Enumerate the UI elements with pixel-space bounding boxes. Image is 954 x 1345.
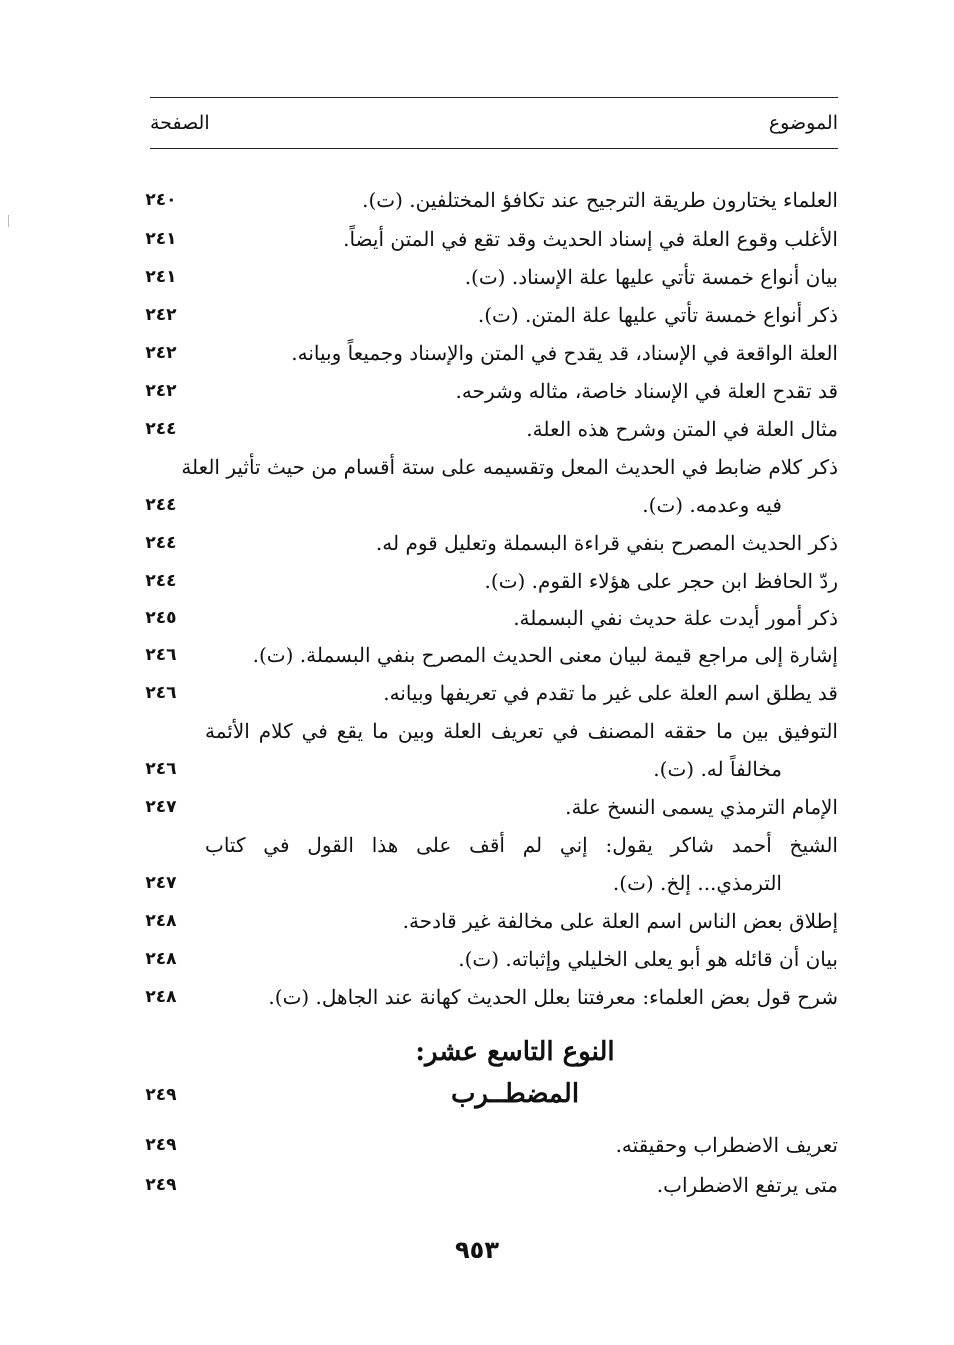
- toc-entry: قد تقدح العلة في الإسناد خاصة، مثاله وشرحه.: [455, 379, 838, 403]
- toc-entry: إطلاق بعض الناس اسم العلة على مخالفة غير قادحة.: [402, 909, 838, 933]
- toc-page-number: ٢٤٦: [145, 683, 177, 703]
- toc-page-number: ٢٤٧: [145, 797, 177, 817]
- toc-entry: العلماء يختارون طريقة الترجيح عند تكافؤ المختلفين. (ت).: [362, 188, 838, 212]
- toc-page-number: ٢٤٩: [145, 1175, 177, 1195]
- toc-page-number: ٢٤٢: [145, 381, 177, 401]
- toc-entry-line2: مخالفاً له. (ت).: [653, 757, 782, 781]
- toc-page-number: ٢٤١: [145, 267, 177, 287]
- toc-entry: ذكر أمور أيدت علة حديث نفي البسملة.: [513, 606, 838, 630]
- toc-entry-line2: الترمذي... إلخ. (ت).: [612, 871, 782, 895]
- section-title: النوع التاسع عشر:: [415, 1037, 615, 1067]
- toc-entry: مثال العلة في المتن وشرح هذه العلة.: [526, 417, 838, 441]
- toc-entry-line2: فيه وعدمه. (ت).: [642, 493, 782, 517]
- toc-page-number: ٢٤٤: [145, 533, 177, 553]
- toc-page-number: ٢٤٠: [145, 190, 177, 210]
- toc-entry: العلة الواقعة في الإسناد، قد يقدح في المتن والإسناد وجميعاً وبيانه.: [291, 341, 838, 365]
- toc-entry-line1: ذكر كلام ضابط في الحديث المعل وتقسيمه على ستة أقسام من حيث تأثير العلة: [181, 455, 838, 479]
- header-page-label: الصفحة: [150, 112, 210, 134]
- header-top-rule: [150, 97, 838, 98]
- section-page-number: ٢٤٩: [145, 1085, 177, 1105]
- toc-page-number: ٢٤٨: [145, 911, 177, 931]
- toc-page-number: ٢٤٩: [145, 1135, 177, 1155]
- toc-page-number: ٢٤٤: [145, 495, 177, 515]
- toc-entry: متى يرتفع الاضطراب.: [656, 1173, 838, 1197]
- toc-page-number: ٢٤٦: [145, 645, 177, 665]
- toc-entry: إشارة إلى مراجع قيمة لبيان معنى الحديث المصرح بنفي البسملة. (ت).: [252, 643, 838, 667]
- toc-page-number: ٢٤٤: [145, 419, 177, 439]
- toc-entry: الأغلب وقوع العلة في إسناد الحديث وقد تقع في المتن أيضاً.: [343, 227, 838, 251]
- folio-page-number: ٩٥٣: [455, 1236, 499, 1264]
- margin-mark: [8, 215, 9, 227]
- toc-entry: ردّ الحافظ ابن حجر على هؤلاء القوم. (ت).: [484, 569, 838, 593]
- toc-page-number: ٢٤٢: [145, 305, 177, 325]
- toc-entry: الإمام الترمذي يسمى النسخ علة.: [565, 795, 838, 819]
- toc-entry: ذكر الحديث المصرح بنفي قراءة البسملة وتعليل قوم له.: [375, 531, 838, 555]
- toc-page-number: ٢٤٥: [145, 608, 177, 628]
- toc-page-number: ٢٤١: [145, 229, 177, 249]
- toc-entry: بيان أنواع خمسة تأتي عليها علة الإسناد. (ت).: [464, 265, 838, 289]
- toc-page-number: ٢٤٢: [145, 343, 177, 363]
- toc-entry: بيان أن قائله هو أبو يعلى الخليلي وإثباته. (ت).: [458, 947, 838, 971]
- toc-entry: قد يطلق اسم العلة على غير ما تقدم في تعريفها وبيانه.: [383, 681, 838, 705]
- header-topic-label: الموضوع: [768, 112, 838, 134]
- section-subtitle: المضطــرب: [450, 1079, 580, 1109]
- toc-entry-line1: الشيخ أحمد شاكر يقول: إني لم أقف على هذا القول في كتاب: [205, 833, 838, 857]
- toc-page-number: ٢٤٨: [145, 987, 177, 1007]
- toc-entry: شرح قول بعض العلماء: معرفتنا بعلل الحديث كهانة عند الجاهل. (ت).: [268, 985, 838, 1009]
- toc-entry: تعريف الاضطراب وحقيقته.: [615, 1133, 838, 1157]
- toc-entry: ذكر أنواع خمسة تأتي عليها علة المتن. (ت).: [477, 303, 838, 327]
- toc-page-number: ٢٤٦: [145, 759, 177, 779]
- toc-page-number: ٢٤٨: [145, 949, 177, 969]
- toc-page-number: ٢٤٧: [145, 873, 177, 893]
- toc-page-number: ٢٤٤: [145, 571, 177, 591]
- header-bottom-rule: [150, 148, 838, 149]
- toc-entry-line1: التوفيق بين ما حققه المصنف في تعريف العلة وبين ما يقع في كلام الأئمة: [205, 719, 838, 743]
